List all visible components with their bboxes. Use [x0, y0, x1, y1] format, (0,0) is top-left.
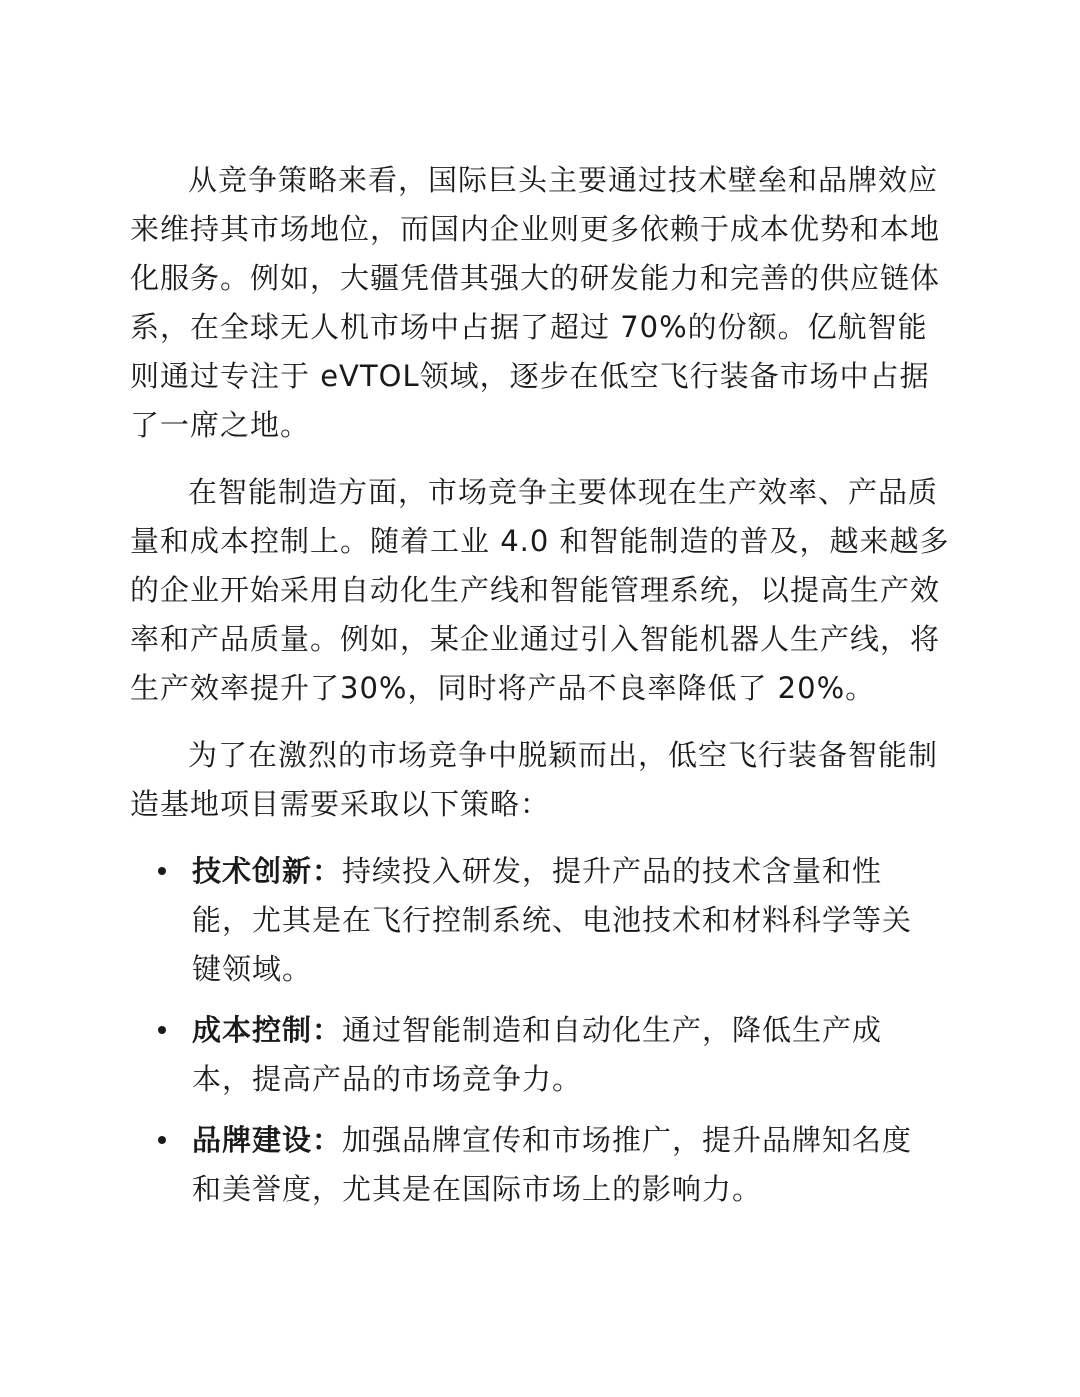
list-item-tech-innovation — [130, 847, 932, 994]
bullet-icon — [158, 1136, 166, 1144]
paragraph-strategy-intro: 为了在激烈的市场竞争中脱颖而出，低空飞行装备智能制造基地项目需要采取以下策略： — [130, 738, 939, 821]
list-item-title: 成本控制： — [192, 1013, 343, 1047]
list-item-text: 加强品牌宣传和市场推广，提升品牌知名度和美誉度，尤其是在国际市场上的影响力。 — [192, 1123, 913, 1206]
document-body — [130, 156, 950, 1226]
paragraph-smart-manufacturing: 在智能制造方面，市场竞争主要体现在生产效率、产品质量和成本控制上。随着工业 4.0 和智能制造的普及，越来越多的企业开始采用自动化生产线和智能管理系统，以提高生产效率和产品质量。例如，某企业通过引入智能机器人生产线，将生产效率提升了30%，同时将产品不良率降低了 20%。 — [130, 475, 950, 705]
list-item-cost-control — [130, 1006, 932, 1104]
list-item-text: 通过智能制造和自动化生产，降低生产成本，提高产品的市场竞争力。 — [192, 1013, 883, 1096]
bullet-icon — [158, 867, 166, 875]
list-item-brand-building — [130, 1116, 932, 1214]
list-item-title: 品牌建设： — [192, 1123, 343, 1157]
list-item-title: 技术创新： — [192, 854, 343, 888]
paragraph-competition-strategy: 从竞争策略来看，国际巨头主要通过技术壁垒和品牌效应来维持其市场地位，而国内企业则更多依赖于成本优势和本地化服务。例如，大疆凭借其强大的研发能力和完善的供应链体系，在全球无人机市场中占据了超过 70%的份额。亿航智能则通过专注于 eVTOL领域，逐步在低空飞行装备市场中占据了一席之地。 — [130, 163, 941, 442]
list-item-text: 持续投入研发，提升产品的技术含量和性能，尤其是在飞行控制系统、电池技术和材料科学等关键领域。 — [192, 854, 913, 986]
bullet-icon — [158, 1026, 166, 1034]
strategy-list — [130, 847, 950, 1214]
